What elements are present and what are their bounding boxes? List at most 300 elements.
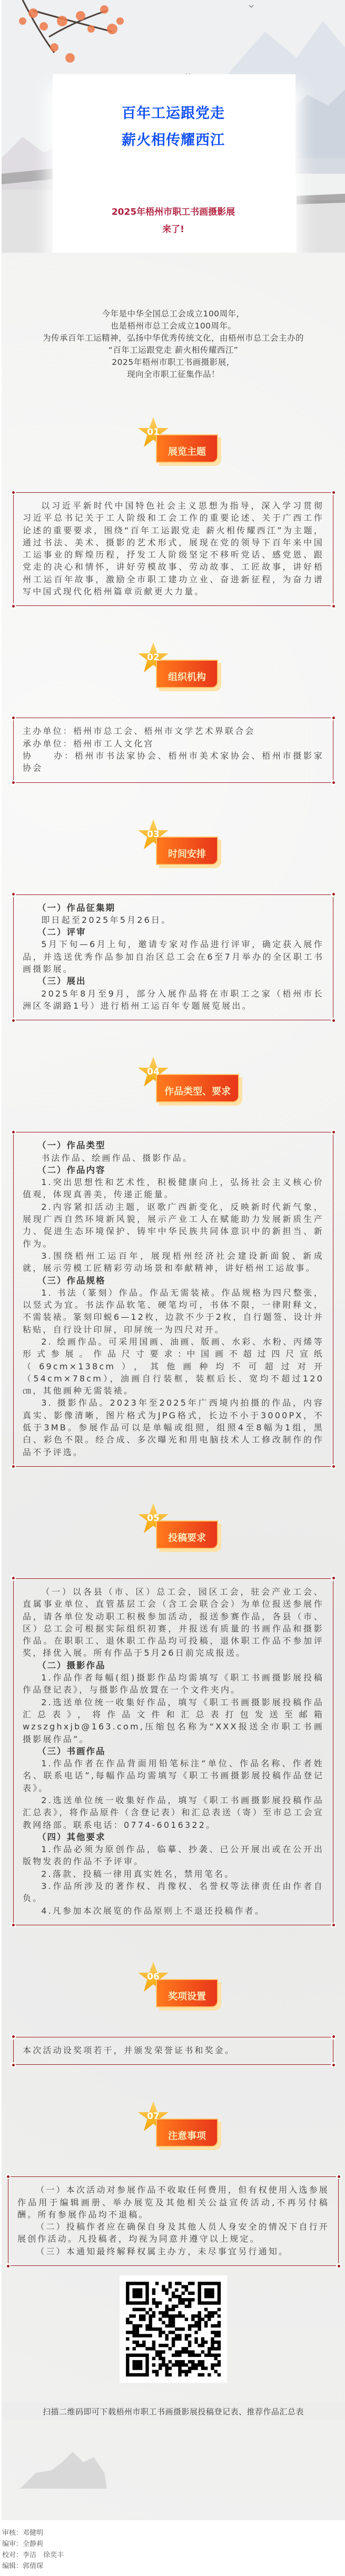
qr-module	[133, 2295, 136, 2298]
qr-module	[188, 2366, 191, 2370]
qr-caption: 扫描二维码即可下载梧州市职工书画摄影展投稿登记表、推荐作品汇总表	[2, 2403, 345, 2420]
qr-module	[172, 2305, 175, 2308]
qr-module	[145, 2301, 149, 2304]
section-title-plate	[156, 1074, 239, 1102]
section-title: 注意事项	[168, 2131, 206, 2142]
qr-module	[208, 2292, 211, 2295]
qr-module	[133, 2282, 136, 2285]
qr-module	[145, 2311, 149, 2314]
dot-icon	[11, 1923, 16, 1928]
qr-module	[201, 2373, 204, 2376]
qr-module	[152, 2347, 155, 2350]
qr-module	[152, 2289, 155, 2292]
header-banner	[2, 0, 345, 253]
section-paragraph: 3. 摄影作品。2023年至2025年广西境内拍摄的作品，内容真实、影像清晰，图片格式为JPG格式，长边不小于3000PX，不低于3MB。参展作品可以是单幅或组照，组照4至8幅为1组，黑白、彩色不限。经合成、多次曝光和用电脑技术人工修改制作的作品不予评选。	[23, 1398, 324, 1457]
qr-code[interactable]	[120, 2275, 227, 2383]
section-subheading: （三）书画作品	[37, 1746, 106, 1756]
qr-module	[145, 2328, 149, 2331]
qr-module	[194, 2321, 198, 2324]
qr-module	[175, 2314, 178, 2318]
qr-module	[169, 2331, 172, 2334]
dot-icon	[11, 1464, 16, 1469]
section-badge-07	[126, 2101, 221, 2150]
qr-module	[218, 2373, 221, 2376]
qr-module	[191, 2354, 194, 2357]
qr-module	[214, 2370, 218, 2373]
qr-module	[172, 2321, 175, 2324]
qr-module	[149, 2347, 152, 2350]
qr-module	[198, 2289, 201, 2292]
qr-module	[152, 2301, 155, 2304]
qr-module	[194, 2331, 198, 2334]
qr-module	[178, 2282, 181, 2285]
qr-module	[201, 2282, 204, 2285]
qr-module	[165, 2292, 169, 2295]
qr-module	[188, 2341, 191, 2344]
section-paragraph: 即日起至2025年5月26日。	[41, 914, 172, 925]
qr-module	[136, 2341, 139, 2344]
qr-module	[178, 2301, 181, 2304]
section-paragraph: 2.内容紧扣活动主题，讴歌广西新变化，反映新时代新气象，展现广西自然环境新风貌，展示产业工人在赋能助力发展新质生产力、促进生态环境保护、铸牢中华民族共同体意识中的新担当、新作为。	[23, 1201, 324, 1249]
qr-module	[126, 2331, 129, 2334]
qr-module	[218, 2285, 221, 2288]
section-number: 06	[147, 1971, 160, 1982]
qr-module	[152, 2298, 155, 2301]
section-subheading: （一）作品征集期	[37, 902, 116, 913]
qr-module	[126, 2318, 129, 2321]
intro-line: 现向全市职工征集作品！	[126, 370, 220, 379]
qr-module	[162, 2350, 165, 2353]
qr-module	[129, 2354, 132, 2357]
qr-module	[211, 2344, 214, 2347]
qr-module	[218, 2347, 221, 2350]
qr-module	[214, 2282, 218, 2285]
section-title: 时间安排	[168, 848, 206, 860]
qr-module	[142, 2314, 145, 2318]
section-title: 奖项设置	[168, 1991, 206, 2002]
section-paragraph: 主办单位：梧州市总工会、梧州市文学艺术界联合会	[23, 726, 255, 737]
qr-module	[182, 2301, 185, 2304]
qr-module	[198, 2314, 201, 2318]
qr-module	[172, 2341, 175, 2344]
qr-module	[214, 2331, 218, 2334]
dot-icon	[11, 603, 16, 609]
qr-module	[185, 2373, 188, 2376]
qr-module	[194, 2314, 198, 2318]
credit-line: 校对：李洁 徐奕丰	[2, 2551, 64, 2560]
section-box-04	[13, 1132, 333, 1467]
qr-module	[155, 2301, 159, 2304]
section-subheading: （二）摄影作品	[37, 1660, 106, 1670]
qr-module	[208, 2295, 211, 2298]
qr-module	[165, 2366, 169, 2370]
qr-module	[185, 2289, 188, 2292]
qr-module	[126, 2301, 129, 2304]
qr-module	[162, 2314, 165, 2318]
qr-module	[204, 2292, 208, 2295]
qr-module	[188, 2282, 191, 2285]
qr-module	[169, 2314, 172, 2318]
qr-module	[188, 2354, 191, 2357]
qr-module	[208, 2318, 211, 2321]
qr-module	[201, 2344, 204, 2347]
qr-module	[214, 2301, 218, 2304]
qr-module	[172, 2363, 175, 2366]
qr-module	[152, 2314, 155, 2318]
qr-module	[139, 2292, 142, 2295]
section-number: 01	[147, 427, 160, 437]
qr-module	[155, 2370, 159, 2373]
qr-module	[149, 2318, 152, 2321]
qr-module	[204, 2324, 208, 2328]
dot-icon	[11, 1018, 16, 1023]
qr-module	[191, 2324, 194, 2328]
qr-module	[142, 2334, 145, 2337]
qr-module	[139, 2308, 142, 2311]
dot-icon	[11, 490, 16, 495]
dot-icon	[331, 490, 336, 495]
qr-module	[182, 2285, 185, 2288]
qr-module	[162, 2285, 165, 2288]
qr-module	[201, 2350, 204, 2353]
section-paragraph: 书法作品、绘画作品、摄影作品。	[41, 1152, 193, 1163]
qr-module	[145, 2324, 149, 2328]
qr-module	[165, 2344, 169, 2347]
qr-module	[159, 2354, 162, 2357]
section-badge-05	[126, 1503, 221, 1552]
qr-module	[178, 2363, 181, 2366]
qr-module	[204, 2295, 208, 2298]
qr-module	[139, 2295, 142, 2298]
qr-module	[142, 2373, 145, 2376]
qr-module	[178, 2334, 181, 2337]
section-subheading: （二）评审	[37, 927, 86, 938]
qr-module	[155, 2282, 159, 2285]
qr-module	[162, 2363, 165, 2366]
qr-module	[139, 2363, 142, 2366]
qr-module	[133, 2314, 136, 2318]
qr-module	[129, 2373, 132, 2376]
qr-module	[175, 2334, 178, 2337]
qr-module	[149, 2328, 152, 2331]
qr-module	[155, 2354, 159, 2357]
qr-module	[136, 2334, 139, 2337]
qr-module	[139, 2282, 142, 2285]
qr-module	[178, 2311, 181, 2314]
qr-module	[208, 2311, 211, 2314]
section-paragraph: 4.凡参加本次展览的作品原则上不退还投稿作者。	[41, 1905, 265, 1916]
qr-module	[188, 2292, 191, 2295]
main-title-line-2: 薪火相传耀西江	[122, 132, 225, 148]
qr-module	[178, 2350, 181, 2353]
qr-module	[139, 2354, 142, 2357]
qr-module	[201, 2338, 204, 2341]
qr-module	[136, 2331, 139, 2334]
qr-module	[211, 2347, 214, 2350]
section-paragraph: 1.作品作者在作品背面用铅笔标注“单位、作品名称、作者姓名、联系电话”,每幅作品均需填写《职工书画摄影展投稿作品登记表》。	[23, 1758, 324, 1793]
qr-module	[182, 2292, 185, 2295]
qr-module	[185, 2305, 188, 2308]
qr-module	[214, 2354, 218, 2357]
qr-module	[194, 2366, 198, 2370]
dot-icon	[331, 892, 336, 897]
qr-module	[152, 2344, 155, 2347]
qr-module	[182, 2350, 185, 2353]
qr-module	[211, 2289, 214, 2292]
qr-module	[139, 2324, 142, 2328]
qr-module	[139, 2318, 142, 2321]
qr-module	[149, 2314, 152, 2318]
qr-module	[175, 2363, 178, 2366]
qr-module	[172, 2308, 175, 2311]
intro-line: “百年工运跟党走 薪火相传耀西江”	[108, 345, 239, 355]
dot-icon	[5, 2263, 11, 2269]
dot-icon	[11, 892, 16, 897]
qr-module	[149, 2308, 152, 2311]
qr-module	[214, 2347, 218, 2350]
qr-module	[198, 2354, 201, 2357]
qr-module	[198, 2318, 201, 2321]
intro-text	[2, 308, 345, 381]
section-title-plate	[156, 837, 218, 865]
section-number: 04	[147, 1067, 160, 1078]
qr-module	[145, 2292, 149, 2295]
qr-module	[126, 2354, 129, 2357]
qr-module	[218, 2344, 221, 2347]
section-paragraph: （三）本通知最终解释权属主办方，未尽事宜另行通知。	[36, 2246, 289, 2256]
dot-icon	[331, 1018, 336, 1023]
qr-module	[145, 2289, 149, 2292]
qr-module	[126, 2289, 129, 2292]
qr-module	[201, 2363, 204, 2366]
qr-module	[204, 2354, 208, 2357]
qr-module	[139, 2373, 142, 2376]
qr-module	[133, 2324, 136, 2328]
credits	[0, 2520, 345, 2576]
qr-module	[142, 2341, 145, 2344]
qr-module	[136, 2373, 139, 2376]
qr-module	[162, 2331, 165, 2334]
qr-module	[191, 2298, 194, 2301]
qr-module	[208, 2282, 211, 2285]
dot-icon	[331, 1464, 336, 1469]
qr-module	[178, 2298, 181, 2301]
qr-module	[162, 2344, 165, 2347]
qr-module	[126, 2347, 129, 2350]
qr-module	[133, 2354, 136, 2357]
section-paragraph: 2025年8月至9月，部分入展作品将在市职工之家（梧州市长洲区冬湖路1号）进行梧州工运百年专题展览展出。	[23, 988, 324, 1011]
section-badge-03	[126, 819, 221, 868]
qr-module	[201, 2301, 204, 2304]
section-number: 03	[147, 829, 160, 840]
qr-module	[169, 2366, 172, 2370]
qr-module	[218, 2354, 221, 2357]
qr-module	[182, 2370, 185, 2373]
qr-module	[218, 2363, 221, 2366]
qr-module	[191, 2282, 194, 2285]
qr-module	[211, 2314, 214, 2318]
qr-module	[159, 2363, 162, 2366]
qr-module	[133, 2366, 136, 2370]
qr-module	[198, 2298, 201, 2301]
section-paragraph: 本次活动设奖项若干，并颁发荣誉证书和奖金。	[23, 2045, 235, 2055]
qr-module	[208, 2289, 211, 2292]
qr-module	[139, 2301, 142, 2304]
section-box-05	[13, 1578, 333, 1925]
qr-module	[175, 2328, 178, 2331]
qr-module	[211, 2341, 214, 2344]
qr-module	[129, 2314, 132, 2318]
qr-module	[185, 2285, 188, 2288]
section-paragraph: （一）以各县（市、区）总工会，园区工会，驻会产业工会、直属事业单位、直管基层工会（含工会联合会）为单位报送参展作品，请各单位发动职工积极参加活动，报送参赛作品，各县（市、区）总工会可根据实际组织初赛，并报送有质量的书画作品和摄影作品。在职职工、退休职工作品均可投稿，退休职工作品不参加评奖，择优入展。所有作品于5月26日前完成报送。	[23, 1586, 324, 1658]
qr-module	[211, 2282, 214, 2285]
section-title-plate	[156, 1979, 218, 2007]
qr-module	[155, 2350, 159, 2353]
qr-module	[126, 2321, 129, 2324]
qr-module	[136, 2360, 139, 2363]
qr-module	[204, 2341, 208, 2344]
section-badge-01	[126, 416, 221, 466]
qr-module	[185, 2318, 188, 2321]
qr-module	[136, 2308, 139, 2311]
qr-module	[214, 2363, 218, 2366]
qr-module	[136, 2354, 139, 2357]
qr-module	[198, 2328, 201, 2331]
dot-icon	[11, 1576, 16, 1581]
qr-module	[175, 2295, 178, 2298]
qr-module	[178, 2314, 181, 2318]
qr-module	[172, 2344, 175, 2347]
qr-module	[165, 2338, 169, 2341]
qr-module	[175, 2350, 178, 2353]
qr-module	[198, 2363, 201, 2366]
qr-module	[182, 2360, 185, 2363]
qr-module	[152, 2357, 155, 2360]
qr-module	[211, 2354, 214, 2357]
qr-module	[218, 2334, 221, 2337]
qr-module	[159, 2350, 162, 2353]
qr-module	[178, 2366, 181, 2370]
section-paragraph: （一）本次活动对参展作品不收取任何费用，但有权使用入选参展作品用于编辑画册、举办展览及其他相关公益宣传活动,不再另付稿酬。所有参展作品均不退稿。	[17, 2185, 329, 2220]
qr-module	[165, 2370, 169, 2373]
qr-module	[191, 2360, 194, 2363]
section-title-plate	[156, 2119, 218, 2147]
qr-module	[152, 2311, 155, 2314]
dot-icon	[11, 715, 16, 720]
qr-module	[133, 2292, 136, 2295]
qr-module	[152, 2292, 155, 2295]
qr-module	[165, 2308, 169, 2311]
qr-module	[185, 2370, 188, 2373]
dot-icon	[5, 2174, 11, 2179]
qr-module	[126, 2292, 129, 2295]
qr-module	[198, 2321, 201, 2324]
qr-module	[145, 2295, 149, 2298]
qr-module	[145, 2357, 149, 2360]
qr-module	[152, 2341, 155, 2344]
section-box-02	[13, 718, 333, 782]
section-title: 投稿要求	[168, 1532, 206, 1544]
qr-module	[214, 2311, 218, 2314]
qr-module	[169, 2282, 172, 2285]
qr-module	[211, 2366, 214, 2370]
qr-module	[136, 2289, 139, 2292]
qr-module	[204, 2301, 208, 2304]
qr-module	[159, 2318, 162, 2321]
qr-module	[208, 2354, 211, 2357]
intro-line: 今年是中华全国总工会成立100周年，	[102, 309, 245, 319]
qr-module	[129, 2321, 132, 2324]
dot-icon	[331, 1129, 336, 1135]
qr-module	[182, 2298, 185, 2301]
qr-module	[139, 2289, 142, 2292]
qr-module	[139, 2344, 142, 2347]
section-paragraph: 2.落款、投稿一律用真实姓名，禁用笔名。	[41, 1868, 235, 1879]
qr-module	[218, 2282, 221, 2285]
section-title-plate	[156, 434, 218, 463]
section-paragraph: 3.围绕梧州工运百年，展现梧州经济社会建设新面貌、新成就，展示劳模工匠精彩劳动场景和奉献精神，讲好梧州工运故事。	[23, 1250, 324, 1274]
qr-module	[191, 2314, 194, 2318]
qr-module	[126, 2295, 129, 2298]
qr-module	[165, 2334, 169, 2337]
qr-module	[162, 2311, 165, 2314]
qr-module	[208, 2373, 211, 2376]
section-paragraph: 2.选送单位统一收集好作品，填写《职工书画摄影展投稿作品汇总表》，将作品原件（含登记表）和汇总表送（寄）至市总工会宣教网络部。联系电话：0774-6016322。	[23, 1795, 324, 1830]
qr-module	[165, 2373, 169, 2376]
qr-module	[182, 2314, 185, 2318]
qr-module	[152, 2370, 155, 2373]
dot-icon	[331, 780, 336, 785]
qr-module	[126, 2363, 129, 2366]
section-title-plate	[156, 1520, 218, 1549]
qr-module	[198, 2324, 201, 2328]
section-title-plate	[156, 660, 218, 688]
qr-module	[172, 2292, 175, 2295]
qr-module	[218, 2308, 221, 2311]
qr-module	[142, 2301, 145, 2304]
qr-module	[136, 2324, 139, 2328]
qr-module	[182, 2363, 185, 2366]
section-paragraph: 以习近平新时代中国特色社会主义思想为指导，深入学习贯彻习近平总书记关于工人阶级和工会工作的重要论述、关于广西工作论述的重要要求，围绕“百年工运跟党走 薪火相传耀西江”为主题，通过书法、美术、摄影的艺术形式，展现在党的领导下百年来中国工运事业的辉煌历程，抒发工人阶级坚定不移听党话、感党恩、跟党走的决心和情怀，讲好劳模故事、劳动故事、工匠故事，讲好梧州工运百年故事，激励全市职工建功立业、奋进新征程，为奋力谱写中国式现代化梧州篇章贡献更大力量。	[23, 501, 324, 597]
section-box-01	[13, 492, 333, 606]
qr-module	[218, 2314, 221, 2318]
qr-module	[133, 2289, 136, 2292]
dot-icon	[11, 2034, 16, 2040]
qr-module	[208, 2350, 211, 2353]
qr-module	[133, 2301, 136, 2304]
qr-module	[172, 2324, 175, 2328]
qr-module	[149, 2321, 152, 2324]
dot-icon	[331, 2062, 336, 2067]
qr-module	[201, 2341, 204, 2344]
qr-module	[218, 2360, 221, 2363]
qr-module	[136, 2363, 139, 2366]
qr-module	[211, 2331, 214, 2334]
qr-module	[194, 2363, 198, 2366]
qr-module	[178, 2328, 181, 2331]
qr-module	[178, 2370, 181, 2373]
section-number: 05	[147, 1513, 160, 1524]
qr-module	[169, 2285, 172, 2288]
qr-module	[211, 2338, 214, 2341]
qr-module	[152, 2328, 155, 2331]
qr-module	[178, 2373, 181, 2376]
qr-module	[204, 2308, 208, 2311]
qr-module	[198, 2344, 201, 2347]
qr-module	[218, 2321, 221, 2324]
qr-module	[218, 2341, 221, 2344]
qr-module	[198, 2292, 201, 2295]
